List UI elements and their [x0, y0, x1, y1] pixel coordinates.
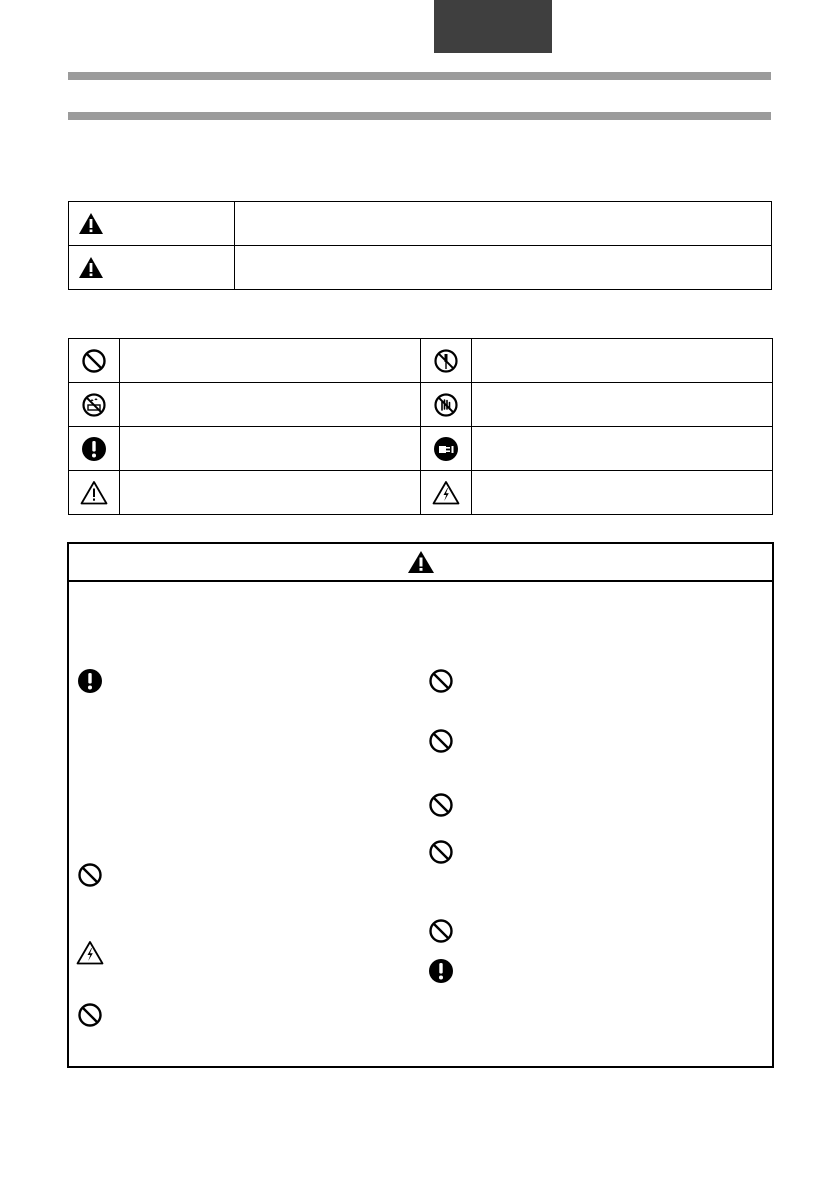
signal-icon-cell — [69, 246, 235, 290]
electric-shock-icon — [421, 480, 471, 505]
legend-row — [69, 471, 773, 515]
electric-shock-icon — [76, 940, 104, 965]
legend-text — [472, 471, 773, 515]
symbol-legend-table — [68, 338, 773, 515]
prohibition-icon — [428, 839, 454, 865]
signal-icon-cell — [69, 202, 235, 246]
signal-description — [235, 202, 772, 246]
signal-row-warning — [69, 202, 772, 246]
mandatory-action-icon — [69, 436, 119, 462]
warning-box — [67, 542, 774, 1068]
legend-row — [69, 383, 773, 427]
legend-text — [120, 383, 421, 427]
unplug-icon — [421, 436, 471, 462]
legend-text — [472, 383, 773, 427]
header-rule-top — [68, 72, 771, 80]
legend-text — [120, 339, 421, 383]
signal-description — [235, 246, 772, 290]
chapter-tab — [434, 0, 552, 53]
caution-icon — [69, 480, 119, 505]
warning-triangle-icon — [69, 212, 234, 235]
legend-text — [472, 427, 773, 471]
legend-row — [69, 427, 773, 471]
warning-triangle-icon — [69, 256, 234, 279]
prohibition-icon — [428, 918, 454, 944]
signal-row-caution — [69, 246, 772, 290]
prohibition-icon — [428, 728, 454, 754]
legend-text — [472, 339, 773, 383]
legend-row — [69, 339, 773, 383]
warning-triangle-icon — [407, 550, 435, 574]
warning-header — [69, 544, 772, 582]
legend-text — [120, 427, 421, 471]
no-water-contact-icon — [69, 392, 119, 418]
mandatory-action-icon — [77, 668, 103, 694]
prohibition-icon — [77, 1002, 103, 1028]
signal-word-table — [68, 201, 772, 290]
do-not-disassemble-icon — [421, 348, 471, 374]
legend-text — [120, 471, 421, 515]
prohibition-icon — [428, 668, 454, 694]
mandatory-action-icon — [428, 958, 454, 984]
prohibition-icon — [428, 792, 454, 818]
header-rule-bottom — [68, 112, 771, 120]
prohibition-icon — [77, 862, 103, 888]
prohibition-icon — [69, 348, 119, 374]
do-not-touch-icon — [421, 392, 471, 418]
